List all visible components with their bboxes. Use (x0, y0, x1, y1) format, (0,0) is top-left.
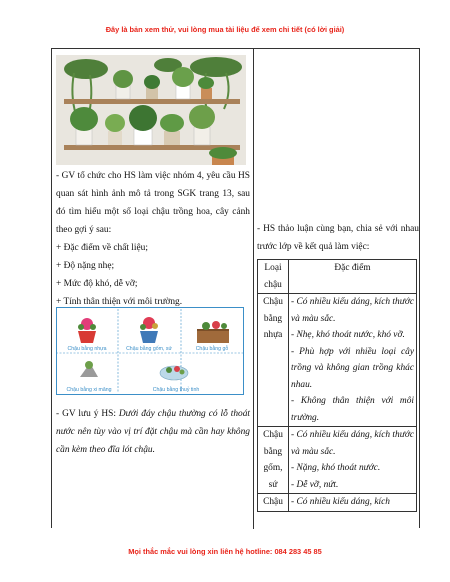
pot-type-cell: Chậu (258, 494, 289, 512)
student-activity-column (257, 220, 419, 256)
preview-banner: Đây là bản xem thử, vui lòng mua tài liệu để xem chi tiết (có lời giải) (105, 25, 345, 34)
pot-types-image (56, 307, 244, 395)
teacher-note: - GV lưu ý HS: Dưới đáy chậu thường có lỗ thoát nước nên tùy vào vị trí đặt chậu mà cần hay không cần kèm theo đĩa lót chậu. (56, 409, 250, 455)
hotline-banner: Mọi thắc mắc vui lòng xin liên hệ hotline: 084 283 45 85 (128, 547, 322, 556)
characteristics-cell: - Có nhiều kiểu dáng, kích thước và màu sắc. - Nhẹ, khó thoát nước, khó vỡ. - Phù hợp với nhiều loại cây trồng và không gian trồng khác nhau. - Không thân thiện với môi trường. (289, 294, 417, 427)
teacher-note-block (56, 405, 250, 459)
teacher-activity-column (56, 49, 250, 311)
characteristics-cell: - Có nhiều kiểu dáng, kích (289, 494, 417, 512)
criteria-item: + Mức độ khó, dễ vỡ; (56, 279, 138, 289)
pot-characteristics-table (257, 259, 417, 512)
pot-type-cell: Chậu bằng gốm, sứ (258, 427, 289, 494)
criteria-item: + Tính thân thiện với môi trường. (56, 297, 183, 307)
lesson-table (51, 48, 420, 528)
header-characteristics: Đặc điểm (289, 260, 417, 294)
table-row (258, 494, 417, 512)
table-row (258, 427, 417, 494)
table-row (258, 294, 417, 427)
pot-label-cement: Chậu bằng xi măng (66, 387, 112, 393)
column-divider (253, 49, 254, 529)
pot-label-ceramic: Chậu bằng gốm, sứ (126, 346, 172, 352)
pot-label-glass: Chậu bằng thuỷ tinh (152, 387, 200, 393)
pot-type-cell: Chậu bằng nhựa (258, 294, 289, 427)
characteristics-cell: - Có nhiều kiểu dáng, kích thước và màu sắc. - Nặng, khó thoát nước. - Dễ vỡ, nứt. (289, 427, 417, 494)
criteria-item: + Đặc điểm về chất liệu; (56, 243, 148, 253)
header-pot-type: Loại chậu (258, 260, 289, 294)
teacher-instruction: - GV tổ chức cho HS làm việc nhóm 4, yêu cầu HS quan sát hình ảnh mô tả trong SGK trang 13, sau đó tìm hiểu một số loại chậu trồng hoa, cây cảnh theo gợi ý sau: (56, 171, 250, 235)
student-instruction: - HS thảo luận cùng bạn, chia sẻ với nhau trước lớp về kết quả làm việc: (257, 224, 419, 252)
table-header-row (258, 260, 417, 294)
pot-label-plastic: Chậu bằng nhựa (67, 346, 107, 352)
pot-label-wood: Chậu bằng gỗ (195, 346, 229, 352)
criteria-item: + Độ nặng nhẹ; (56, 261, 115, 271)
